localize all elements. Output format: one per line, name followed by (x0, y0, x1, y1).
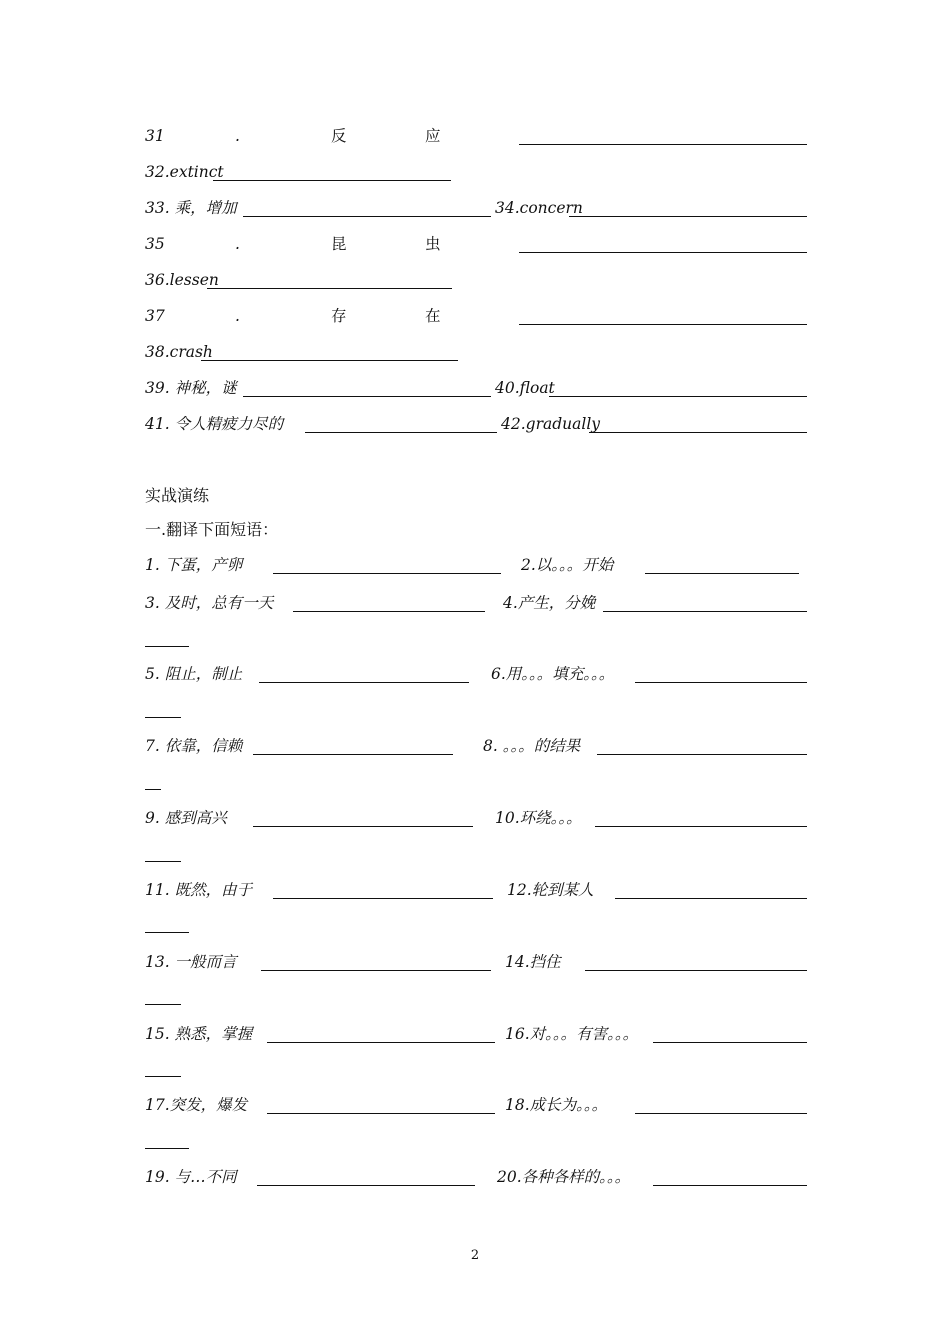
vocab-row-39-40 (145, 377, 807, 399)
answer-blank[interactable] (585, 970, 807, 971)
answer-blank[interactable] (261, 970, 491, 971)
answer-blank-continued[interactable] (145, 1076, 181, 1077)
item-label: 5. 阻止，制止 (145, 665, 243, 683)
answer-blank[interactable] (253, 826, 473, 827)
item-label: 40.float (495, 379, 555, 397)
answer-blank[interactable] (549, 396, 807, 397)
vocab-row-33-34 (145, 197, 807, 219)
answer-blank[interactable] (257, 1185, 475, 1186)
item-char: 存 (331, 307, 347, 325)
answer-blank[interactable] (243, 396, 491, 397)
answer-blank[interactable] (615, 898, 807, 899)
item-label: 9. 感到高兴 (145, 809, 227, 827)
phrase-row-13-14 (145, 951, 807, 973)
answer-blank[interactable] (589, 432, 807, 433)
item-label: 16.对。。。有害。。。 (505, 1025, 639, 1043)
vocab-row-41-42 (145, 413, 807, 435)
answer-blank[interactable] (273, 898, 493, 899)
answer-blank[interactable] (273, 573, 501, 574)
item-label: 20.各种各样的。。。 (497, 1168, 631, 1186)
item-char: 应 (425, 127, 441, 145)
phrase-row-11-12 (145, 879, 807, 901)
item-label: 15. 熟悉，掌握 (145, 1025, 253, 1043)
answer-blank[interactable] (519, 144, 807, 145)
answer-blank[interactable] (305, 432, 497, 433)
item-char: 在 (425, 307, 441, 325)
phrase-row-15-16 (145, 1023, 807, 1045)
answer-blank-continued[interactable] (145, 861, 181, 862)
item-label: 13. 一般而言 (145, 953, 237, 971)
vocab-row-35 (145, 233, 807, 255)
item-char: 昆 (331, 235, 347, 253)
item-label: 42.gradually (501, 415, 601, 433)
item-label: 2.以。。。开始 (521, 556, 614, 574)
item-label: 18.成长为。。。 (505, 1096, 608, 1114)
item-number: 31 (145, 127, 165, 145)
phrase-row-7-8 (145, 735, 807, 757)
phrase-row-5-6 (145, 663, 807, 685)
answer-blank[interactable] (595, 826, 807, 827)
answer-blank[interactable] (207, 288, 452, 289)
item-label: 33. 乘，增加 (145, 199, 237, 217)
answer-blank-continued[interactable] (145, 1148, 189, 1149)
item-dot: . (235, 307, 240, 325)
answer-blank[interactable] (653, 1185, 807, 1186)
answer-blank[interactable] (519, 324, 807, 325)
vocab-row-31 (145, 125, 807, 147)
answer-blank[interactable] (267, 1113, 495, 1114)
answer-blank[interactable] (603, 611, 807, 612)
item-label: 8. 。。。的结果 (483, 737, 581, 755)
item-label: 34.concern (495, 199, 583, 217)
item-char: 虫 (425, 235, 441, 253)
item-dot: . (235, 127, 240, 145)
item-label: 14.挡住 (505, 953, 561, 971)
answer-blank[interactable] (201, 360, 458, 361)
answer-blank[interactable] (293, 611, 485, 612)
answer-blank-continued[interactable] (145, 932, 189, 933)
phrase-row-17-18 (145, 1094, 807, 1116)
item-label: 39. 神秘，谜 (145, 379, 237, 397)
phrase-row-19-20 (145, 1166, 807, 1188)
item-label: 32.extinct (145, 163, 224, 181)
phrase-row-9-10 (145, 807, 807, 829)
item-label: 11. 既然，由于 (145, 881, 253, 899)
phrase-row-3-4 (145, 592, 807, 614)
answer-blank-continued[interactable] (145, 1004, 181, 1005)
item-label: 10.环绕。。。 (495, 809, 582, 827)
item-dot: . (235, 235, 240, 253)
item-char: 反 (331, 127, 347, 145)
item-label: 19. 与…不同 (145, 1168, 237, 1186)
page-number: 2 (470, 1248, 480, 1263)
item-label: 41. 令人精疲力尽的 (145, 415, 284, 433)
item-label: 38.crash (145, 343, 213, 361)
answer-blank-continued[interactable] (145, 646, 189, 647)
answer-blank[interactable] (653, 1042, 807, 1043)
answer-blank[interactable] (519, 252, 807, 253)
answer-blank[interactable] (267, 1042, 495, 1043)
item-label: 17.突发，爆发 (145, 1096, 248, 1114)
item-label: 7. 依靠，信赖 (145, 737, 243, 755)
answer-blank[interactable] (213, 180, 451, 181)
item-label: 36.lessen (145, 271, 219, 289)
vocab-row-32 (145, 161, 807, 183)
item-label: 3. 及时，总有一天 (145, 594, 274, 612)
item-number: 35 (145, 235, 165, 253)
item-label: 12.轮到某人 (507, 881, 594, 899)
answer-blank[interactable] (569, 216, 807, 217)
answer-blank[interactable] (645, 573, 799, 574)
item-label: 4.产生，分娩 (503, 594, 596, 612)
vocab-row-37 (145, 305, 807, 327)
answer-blank[interactable] (243, 216, 491, 217)
item-label: 6.用。。。填充。。。 (491, 665, 615, 683)
answer-blank-continued[interactable] (145, 717, 181, 718)
vocab-row-38 (145, 341, 807, 363)
section-title: 实战演练 (145, 486, 210, 505)
answer-blank[interactable] (635, 1113, 807, 1114)
part-title: 一.翻译下面短语： (145, 520, 279, 539)
vocab-row-36 (145, 269, 807, 291)
item-number: 37 (145, 307, 165, 325)
answer-blank-continued[interactable] (145, 789, 161, 790)
phrase-row-1-2 (145, 554, 807, 576)
item-label: 1. 下蛋，产卵 (145, 556, 243, 574)
answer-blank[interactable] (597, 754, 807, 755)
answer-blank[interactable] (259, 682, 469, 683)
answer-blank[interactable] (253, 754, 453, 755)
answer-blank[interactable] (635, 682, 807, 683)
